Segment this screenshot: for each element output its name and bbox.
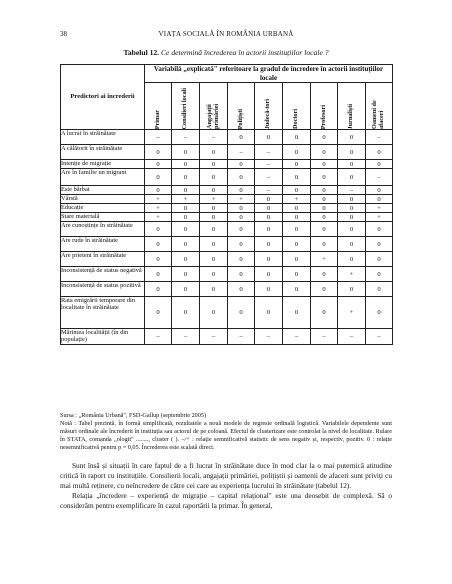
table-cell: 0 <box>283 252 311 267</box>
table-cell: 0 <box>311 267 338 282</box>
table-cell: 0 <box>145 297 172 329</box>
table-cell: 0 <box>366 267 393 282</box>
table-cell: – <box>172 130 200 145</box>
table-cell: 0 <box>338 213 366 222</box>
table-cell: – <box>366 329 393 345</box>
table-cell: 0 <box>200 204 228 213</box>
column-header-label: Oameni de afaceri <box>371 100 386 129</box>
table-cell: – <box>255 186 283 195</box>
table-cell: – <box>228 145 255 160</box>
table-row <box>61 252 393 267</box>
row-label: Are în familie un migrant <box>61 169 145 186</box>
row-label: Vârstă <box>61 195 145 204</box>
table-cell: 0 <box>228 282 255 297</box>
column-header-label: Primar <box>153 109 161 129</box>
table-cell: 0 <box>311 145 338 160</box>
row-label: Are cunoștințe în străinătate <box>61 222 145 237</box>
table-cell: 0 <box>145 186 172 195</box>
table-cell: 0 <box>255 237 283 252</box>
table-cell: 0 <box>200 160 228 169</box>
table-cell: + <box>228 195 255 204</box>
table-cell: 0 <box>311 169 338 186</box>
table-cell: 0 <box>200 282 228 297</box>
table-cell: – <box>255 145 283 160</box>
table-cell: 0 <box>228 252 255 267</box>
table-cell: 0 <box>255 282 283 297</box>
table-cell: 0 <box>255 252 283 267</box>
table-cell: 0 <box>255 213 283 222</box>
table-cell: 0 <box>283 297 311 329</box>
table-cell: + <box>145 213 172 222</box>
table-cell: 0 <box>283 282 311 297</box>
table-cell: 0 <box>145 145 172 160</box>
table-cell: 0 <box>283 169 311 186</box>
table-cell: – <box>255 160 283 169</box>
table-cell: 0 <box>255 297 283 329</box>
table-row <box>61 160 393 169</box>
table-cell: 0 <box>311 222 338 237</box>
table-cell: 0 <box>228 160 255 169</box>
row-label: Educație <box>61 204 145 213</box>
column-header-label: Doctori <box>292 109 300 129</box>
table-cell: 0 <box>366 160 393 169</box>
table-cell: 0 <box>311 282 338 297</box>
table-cell: – <box>145 329 172 345</box>
table-cell: 0 <box>172 169 200 186</box>
table-cell: 0 <box>366 186 393 195</box>
table-cell: – <box>366 130 393 145</box>
table-cell: 0 <box>366 195 393 204</box>
row-label: Are prieteni în străinătate <box>61 252 145 267</box>
table-cell: – <box>311 329 338 345</box>
table-cell: 0 <box>145 237 172 252</box>
table-cell: 0 <box>172 237 200 252</box>
table-cell: 0 <box>228 237 255 252</box>
table-cell: 0 <box>200 213 228 222</box>
source-line: Sursa : „România Urbană", FSD-Gallup (septembrie 2005) <box>60 412 207 419</box>
table-cell: – <box>172 329 200 345</box>
table-cell: – <box>283 329 311 345</box>
table-row <box>61 213 393 222</box>
table-row <box>61 267 393 282</box>
row-label: Inconsistență de status pozitivă <box>61 282 145 297</box>
table-cell: – <box>228 329 255 345</box>
column-header <box>200 83 228 130</box>
table-cell: 0 <box>366 252 393 267</box>
table-cell: 0 <box>228 297 255 329</box>
table-header-row <box>61 65 393 83</box>
table-cell: 0 <box>145 252 172 267</box>
column-header <box>338 83 366 130</box>
table-cell: 0 <box>145 160 172 169</box>
table-cell: 0 <box>228 186 255 195</box>
column-header-label: Polițiști <box>236 108 244 129</box>
column-header-label: Angajații primăriei <box>205 103 220 129</box>
table-cell: 0 <box>338 160 366 169</box>
table-cell: 0 <box>311 297 338 329</box>
table-cell: 0 <box>255 267 283 282</box>
table-cell: 0 <box>200 169 228 186</box>
table-cell: – <box>145 130 172 145</box>
table-cell: 0 <box>200 252 228 267</box>
table-cell: + <box>338 267 366 282</box>
table-cell: 0 <box>283 222 311 237</box>
table-cell: 0 <box>200 222 228 237</box>
table-cell: + <box>200 195 228 204</box>
table-cell: 0 <box>228 222 255 237</box>
table-cell: + <box>145 195 172 204</box>
table-cell: 0 <box>228 204 255 213</box>
table-cell: – <box>200 329 228 345</box>
table-cell: 0 <box>338 204 366 213</box>
body-text <box>60 461 392 511</box>
table-cell: 0 <box>172 160 200 169</box>
table-cell: 0 <box>311 213 338 222</box>
column-header <box>366 83 393 130</box>
table-cell: – <box>338 329 366 345</box>
table-cell: 0 <box>338 222 366 237</box>
table-cell: 0 <box>200 186 228 195</box>
table-cell: – <box>255 329 283 345</box>
row-label: Intenție de migrație <box>61 160 145 169</box>
table-cell: 0 <box>311 195 338 204</box>
trust-predictors-table <box>60 64 393 345</box>
row-label: Stare materială <box>61 213 145 222</box>
table-cell: – <box>200 130 228 145</box>
table-cell: + <box>145 204 172 213</box>
table-row <box>61 297 393 329</box>
column-header <box>228 83 255 130</box>
table-cell: 0 <box>145 282 172 297</box>
table-cell: 0 <box>172 204 200 213</box>
row-label: Are rude în străinătate <box>61 237 145 252</box>
column-header-label: Consilieri locali <box>181 87 189 129</box>
table-cell: 0 <box>283 130 311 145</box>
table-cell: – <box>366 169 393 186</box>
table-cell: 0 <box>311 160 338 169</box>
table-caption-title: Ce determină încrederea în actorii instituțiilor locale ? <box>160 48 329 57</box>
table-cell: 0 <box>228 213 255 222</box>
column-header-label: Judecă-tori <box>264 98 272 129</box>
table-cell: 0 <box>366 297 393 329</box>
column-header <box>255 83 283 130</box>
table-cell: 0 <box>366 145 393 160</box>
table-cell: 0 <box>255 204 283 213</box>
table-cell: 0 <box>311 204 338 213</box>
table-cell: 0 <box>283 160 311 169</box>
table-cell: + <box>283 195 311 204</box>
table-row <box>61 222 393 237</box>
row-label: Rata emigrării temporare din localitate în străinătate <box>61 297 145 329</box>
table-cell: 0 <box>338 195 366 204</box>
table-cell: 0 <box>255 195 283 204</box>
table-cell: 0 <box>255 222 283 237</box>
row-label: Mărimea localității (în din populație) <box>61 329 145 345</box>
table-cell: 0 <box>283 204 311 213</box>
table-cell: 0 <box>338 145 366 160</box>
column-header <box>283 83 311 130</box>
table-caption-label: Tabelul 12. <box>123 48 160 57</box>
table-cell: + <box>338 297 366 329</box>
table-row <box>61 282 393 297</box>
table-cell: 0 <box>200 237 228 252</box>
table-row <box>61 186 393 195</box>
table-cell: 0 <box>338 237 366 252</box>
table-cell: 0 <box>311 237 338 252</box>
table-cell: 0 <box>172 222 200 237</box>
table-cell: 0 <box>366 282 393 297</box>
table-cell: – <box>338 186 366 195</box>
table-cell: 0 <box>172 267 200 282</box>
table-source-notes <box>60 412 392 452</box>
table-row <box>61 204 393 213</box>
note-line: Notă : Tabel prezintă, în formă simplificată, rezultatele a nouă modele de regresie ordinală logistică. Variabilele dependente sunt măsuri ordinale ale încrederii în instituția sau actorul de pe coloană. Efectul de clusterizare este controlat la nivel de localitate. Rulare în STATA, comanda „ologit" ........, cluster ( ). –/+ : relație semnificativă statistic de sens negativ și, respectiv, pozitiv. 0 : relație nesemnificativă pentru p = 0,05. Încrederea este scalată direct. <box>60 420 392 452</box>
row-label: A lucrat în străinătate <box>61 130 145 145</box>
table-cell: 0 <box>145 267 172 282</box>
paragraph: Relația „încredere – experiență de migrație – capital relațional" este una deosebit de complexă. Să o considerăm pentru exemplificare în cazul raportării la primar. În general, <box>60 491 392 511</box>
row-label: A călătorit în străinătate <box>61 145 145 160</box>
table-cell: + <box>172 195 200 204</box>
table-cell: 0 <box>255 130 283 145</box>
table-cell: 0 <box>172 145 200 160</box>
table-cell: 0 <box>228 169 255 186</box>
column-header-label: Profesori <box>319 104 327 129</box>
column-header <box>145 83 172 130</box>
table-cell: 0 <box>338 130 366 145</box>
table-cell: 0 <box>283 186 311 195</box>
predictors-header: Predictori ai încrederii <box>61 65 145 130</box>
page-number: 38 <box>60 30 67 38</box>
table-caption <box>60 48 392 57</box>
column-header <box>172 83 200 130</box>
table-cell: – <box>255 169 283 186</box>
table-cell: 0 <box>311 186 338 195</box>
table-cell: 0 <box>145 169 172 186</box>
table-cell: 0 <box>283 145 311 160</box>
variable-header: Variabilă „explicată" referitoare la gradul de încredere în actorii instituțiilor locale <box>145 65 393 83</box>
row-label: Inconsistență de status negativă <box>61 267 145 282</box>
column-header <box>311 83 338 130</box>
table-cell: 0 <box>172 297 200 329</box>
table-cell: 0 <box>283 213 311 222</box>
table-cell: 0 <box>366 237 393 252</box>
table-body <box>61 130 393 345</box>
row-label: Este bărbat <box>61 186 145 195</box>
table-cell: 0 <box>283 267 311 282</box>
table-cell: 0 <box>228 267 255 282</box>
table-cell: 0 <box>283 237 311 252</box>
table-cell: 0 <box>338 252 366 267</box>
table-cell: 0 <box>145 222 172 237</box>
column-header-label: Jurnaliști <box>347 103 355 129</box>
table-cell: + <box>311 252 338 267</box>
table-cell: 0 <box>200 267 228 282</box>
table-row <box>61 130 393 145</box>
table-cell: 0 <box>200 297 228 329</box>
table-cell: 0 <box>172 213 200 222</box>
table-cell: 0 <box>311 130 338 145</box>
table-cell: 0 <box>200 145 228 160</box>
table-cell: + <box>366 204 393 213</box>
table-cell: + <box>366 213 393 222</box>
table-cell: 0 <box>172 252 200 267</box>
table-cell: 0 <box>338 169 366 186</box>
table-cell: 0 <box>172 282 200 297</box>
table-row <box>61 195 393 204</box>
table-cell: 0 <box>172 186 200 195</box>
table-row <box>61 329 393 345</box>
table-row <box>61 145 393 160</box>
table-cell: 0 <box>228 130 255 145</box>
paragraph: Sunt însă și situații în care faptul de a fi lucrat în străinătate duce în mod clar la o mai puternică atitudine critică în raport cu instituțiile. Consilierii locali, angajații primăriei, polițiștii și oamenii de afaceri sunt priviți cu mai multă reținere, cu neîncredere de către cei care au experiența lucrului în străinătate (tabelul 12). <box>60 461 392 491</box>
table-cell: 0 <box>366 222 393 237</box>
table-cell: 0 <box>338 282 366 297</box>
running-title: VIAȚA SOCIALĂ ÎN ROMÂNIA URBANĂ <box>158 30 294 38</box>
table-row <box>61 237 393 252</box>
table-row <box>61 169 393 186</box>
